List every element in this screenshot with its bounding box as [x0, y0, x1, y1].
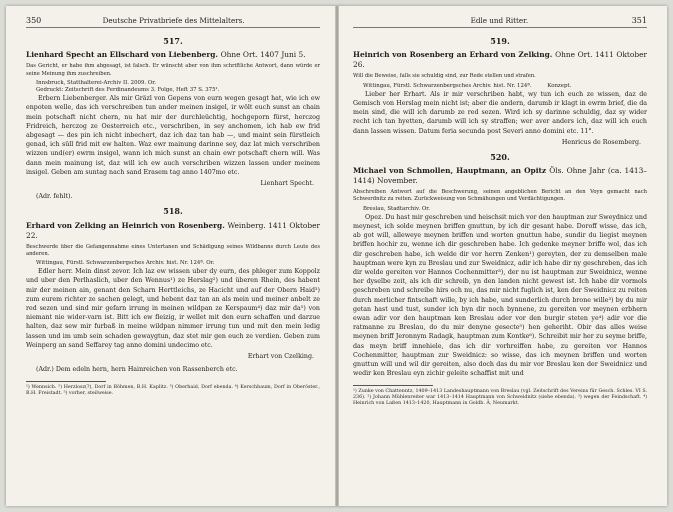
letter-paragraph: Erbern Liebenberger. Als mir Gräzl von Gepens von eurn wegen gesagt hat, wie ich ew enpoten welle, das ich verschreiben tun ander meinen insigel, ir wölt euch sunst an chain mein potschaft nicht chern, nu hat mir der durchleüchtig, hochgeporn fürst, herczog Fridreich, herczog ze Oesterreich etc., verschriben, in sey anchomen, ich hab ew frid abgesagt — des pin ich nicht inbechert, daz ich daz tan hab —, und maint sein fürstleich genad, ich süll frid mit ew halten. Waz ewr mainung darinne sey, daz lat mich verschriben wizzen und(er) ewrm insigel, wann ich mich sunst an chain ewr potschaft chern will. Was dann mein mainung ist, daz will ich ew auch verschriben wizzen lassen under meinem insigel. Geben am suntag nach sand Erasem tag anno 1407mo etc.: [26, 95, 320, 176]
source-note: Konzept.: [547, 82, 572, 89]
footnotes: ¹) Zunke von Chattenntz, 1409–1413 Landeshauptmann von Breslau (vgl. Zeitschrift des Vereins für Gesch. Schles. VI S. 236). ²) Johann Mühlenreiter war 1413–1414 Hauptmann von Schweidnitz (siehe ebenda). ³) wegen der Feindschaft. ⁴) Heinrich von Laßen 1413–1420, Hauptmann in Goldb. Ä, Neumarkt.: [353, 388, 647, 407]
archive-source-text: Wittingau, Fürstl. Schwarzenbergsches Archiv. hist. Nr. 124ª.: [363, 82, 532, 89]
footnotes: ¹) Wennsich. ²) Herzlosz(?), Dorf in Böhmen, B.H. Kaplitz. ³) Oberhaid, Dorf ebenda. ⁴) Kerschbaum, Dorf in Oberöster., B.H. Freistadt. ⁵) vorher, steilweise.: [26, 384, 320, 396]
archive-source: Wittingau, Fürstl. Schwarzenbergsches Archiv. hist. Nr. 124ª. Or.: [36, 260, 215, 267]
address-note: (Adr.) Dem edeln hern, hern Hainreichen von Rassenberch etc.: [36, 366, 238, 374]
document-number: 520.: [490, 152, 510, 163]
archive-source: Breslau, Stadtarchiv. Or.: [363, 205, 430, 212]
document-heading: [26, 50, 320, 60]
letter-text: [26, 267, 320, 350]
letter-paragraph: Edler herr. Mein dinst zevor. Ich laz ew wissen uber dy eurn, des phleger zum Koppolz und uber den Perlhaslich, uber den Wennus¹) ze Herslag²) und überen Rhein, des habent mir der meinen ain, genant den Scharn Herttleichs, ze Hacicht und auf der Obern Haid³) zum eurem richter ze sachen gelegt, und hebent daz tan an als mein und meiner anbelt ze red sezen und sind mir gefarn irrung in meinen wildpan ze Kerspaum⁴) daz mir da⁵) von niemant nie wider-varn ist. Bitt ich ew fleizig, ir wellet mit den eurn schaffen und darzue halten, daz sew mir furbaß in meine wildpan nimmer irrung tun und mit den mein ledig lassen und im umb sein schaden gewaygtun, daz stet mir gen euch ze verdien. Geben zum Weinperg an sand Seffarey tag anno domini undecimo etc.: [26, 268, 320, 349]
document-date: Ohne Ort. 1411 Oktober 26.: [353, 50, 647, 70]
book-gutter: [335, 6, 339, 506]
document-heading: [353, 166, 647, 186]
document-title: Heinrich von Rosenberg an Erhard von Zelking.: [353, 50, 553, 60]
letter-text: [353, 213, 647, 379]
footnote-divider: [353, 385, 433, 386]
document-519: [353, 37, 647, 147]
running-head-title-right: Edle und Ritter.: [470, 16, 529, 25]
signature: Henricus de Rosemberg.: [561, 138, 641, 146]
running-head-title-left: Deutsche Privatbriefe des Mittelalters.: [102, 16, 245, 25]
book-spread: [6, 6, 667, 506]
running-head-right: [353, 16, 647, 28]
letter-paragraph: Opez. Du hast mir geschreben und heischsit mich vor den hauptman zur Sweydnicz und meynest, ich solde meynen briffen gnuttun, by ich dir gesant habe. Doroff wisse, das ich, ab got will, alleweye meynen briffen und worten gnuttun habe, sundir du liegist meynen briffen hochir zu, wenne ich dir geschreben habe. Ich gedenke meyner briffe wol, das ich dir geschreben habe, ich welde dir vor herrn Zenken¹) gereyten, der zu demselben male hauptman were kyn zu Breslau und zur Sweidnicz, adir ich habe dir ny geschreben, das ich dir welde gereiten vor Hannos Cochenmitter³), der nu ist hauptman zur Sweidnicz, wenne her dyselbe zeit, als ich dir schreib, yn den landen nicht gewest ist. Ich habe dir vormols geschreben und schreibe hirs och nu, das mir nicht fuglich ist, ken der Sweidnicz zu reiten durch merlicher fintschaft wille, by ich habe, und sunderlich durch brone wille³) by du mir getan hast und tust, sunder ich byn dir noch bynnene, zu gereiten vor meynen erbhern ewan adir vor den hauptman ken Breslau ader vor den burgir steten ye⁴) adir vor die ratmanne zu Breslau, do du mir denyne gesecte⁵) hen geheriht. Obir das alles weise meynen briff Jeronnym Radagk, hauptman zum Kontke⁶). Schreibit mir her zu seyme briffe, das meyn briff innehiele, das ich dir vorhreiffen habe, zu gereiten vor Hannos Cochenmitter, hauptman zur Sweidnicz: so wisse, das ich meynen briffen und worten gnuttun will und wil dir gereiten, also doch das du mir vor Breslau ken der Sweidnicz und wedir ken Breslau eyn zichir geleite schaffist mit und: [353, 213, 647, 378]
document-summary: Will die Beweise, falls sie schuldig sind, zur Rede stellen und strafen.: [353, 73, 536, 80]
document-520: [353, 153, 647, 408]
document-summary: Beschwerde über die Gefangennahme eines Untertanen und Schädigung seines Wildbanns durch Leute des anderen.: [26, 243, 320, 257]
letter-text: [353, 90, 647, 136]
document-number: 517.: [163, 36, 183, 47]
document-heading: [353, 50, 647, 70]
letter-text: [26, 94, 320, 177]
running-head-left: [26, 16, 320, 28]
footnote-divider: [26, 381, 106, 382]
document-title: Lienhard Specht an Ellschard von Liebenberg.: [26, 50, 219, 60]
document-517: [26, 37, 320, 201]
document-title: Erhard von Zelking an Heinrich von Rosenberg.: [26, 220, 225, 230]
signature: Lienhart Specht.: [260, 180, 314, 188]
page-number-right: 351: [631, 16, 647, 25]
document-summary: Das Gericht, er habe ihm abgesagt, ist falsch. Er wünscht aber von ihm schriftliche Antwort, dann würde er seine Meinung ihm zuschreiben.: [26, 63, 320, 77]
address-note: (Adr. fehlt).: [36, 193, 73, 201]
archive-source: Innsbruck, Statthalterei-Archiv II. 2009. Or.: [36, 79, 156, 86]
page-number-left: 350: [26, 16, 42, 25]
right-page: [353, 16, 647, 498]
document-date: Weinberg. 1411 Oktober 22.: [26, 220, 320, 240]
archive-source: [363, 83, 647, 90]
letter-paragraph: Lieber her Erhart. Als ir mir verschriben habt, wy tun ich euch ze wissen, daz de Gemisch von Herslag mein nicht ist; aber die andern, darumb ir klagt in ewrm brief, die da mein sind, die will ich darumb ze red sezen. Wird ich sy darinne schuldig, daz sy wider recht ich tan hyetten, darumb will ich sy straffen; wer aver anders ich, daz will ich euch dann lassen wissen. Datum feria secunda post Severi anno domini etc. 11°.: [353, 90, 647, 135]
document-date: Ohne Ort. 1407 Juni 5.: [220, 50, 306, 60]
signature: Erhart von Czelking.: [247, 353, 314, 361]
document-heading: [26, 221, 320, 241]
document-summary: Abschreiben Antwort auf die Beschwerung, seinen angeblichen Bericht an den Voyn gemacht nach Schwerdnitz zu reiten. Zurückweisung von Schmähungen und Verdächtigungen.: [353, 189, 647, 203]
document-number: 518.: [163, 206, 183, 217]
document-date: Öls. Ohne Jahr (ca. 1413–1414) November.: [353, 166, 647, 186]
document-number: 519.: [490, 36, 510, 47]
document-title: Michael von Schmollen, Hauptmann, an Opitz: [353, 166, 547, 176]
left-page: [26, 16, 320, 498]
document-518: [26, 207, 320, 397]
print-source: Gedruckt: Zeitschrift des Ferdinandeums 3. Folge, Heft 37 S. 375¹.: [36, 87, 220, 94]
